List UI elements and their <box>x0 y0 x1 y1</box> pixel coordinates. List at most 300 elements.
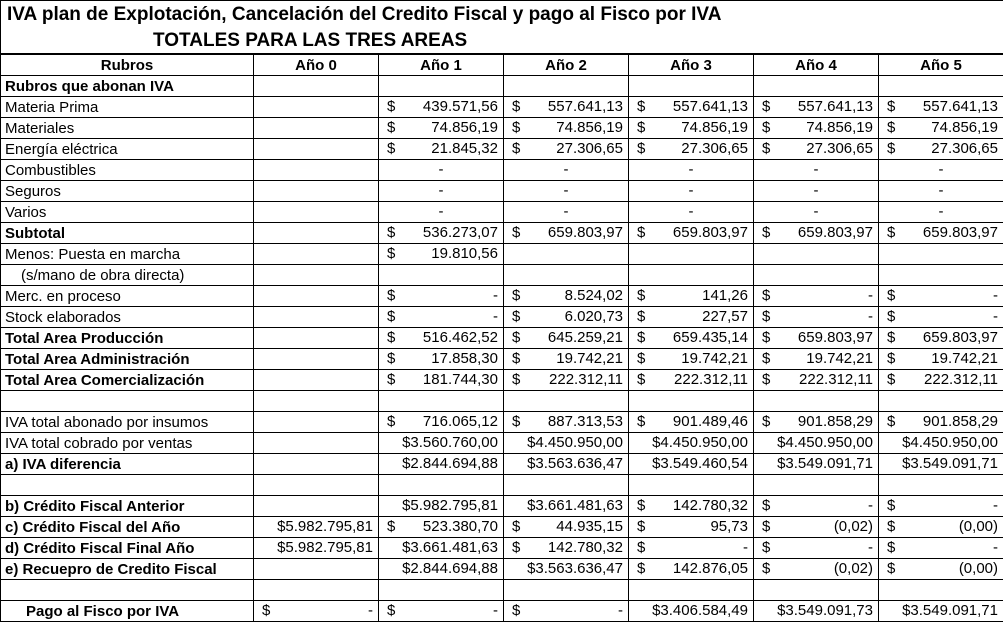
table-row <box>1 412 1003 433</box>
value-cell[interactable] <box>879 475 1003 496</box>
value-cell[interactable] <box>254 433 379 454</box>
value-cell[interactable] <box>254 349 379 370</box>
currency-symbol: $ <box>387 602 396 619</box>
currency-symbol: $ <box>387 287 396 304</box>
value-cell[interactable] <box>754 349 879 370</box>
value-cell[interactable] <box>754 160 879 181</box>
cell-value: - <box>993 308 998 325</box>
value-cell[interactable] <box>754 118 879 139</box>
cell-value: 181.744,30 <box>422 371 498 388</box>
cell-value: 8.524,02 <box>564 287 623 304</box>
value-cell[interactable] <box>504 349 629 370</box>
cell-value: 222.312,11 <box>674 371 748 388</box>
value-cell[interactable] <box>254 475 379 496</box>
value-cell[interactable] <box>879 118 1003 139</box>
currency-symbol: $ <box>512 371 521 388</box>
cell-value: $3.406.584,49 <box>652 602 748 619</box>
currency-symbol: $ <box>887 308 896 325</box>
value-cell[interactable] <box>879 601 1003 622</box>
value-cell[interactable] <box>754 97 879 118</box>
value-cell[interactable] <box>254 454 379 475</box>
table-row <box>1 76 1003 97</box>
value-cell[interactable] <box>879 223 1003 244</box>
cell-value: 74.856,19 <box>806 119 873 136</box>
value-cell[interactable] <box>629 307 754 328</box>
header-anio-4[interactable]: Año 4 <box>754 55 879 76</box>
currency-symbol: $ <box>637 560 646 577</box>
value-cell[interactable] <box>629 601 754 622</box>
value-cell[interactable] <box>754 265 879 286</box>
table-row <box>1 517 1003 538</box>
value-cell[interactable] <box>379 265 504 286</box>
cell-value: (0,00) <box>958 518 998 535</box>
value-cell[interactable] <box>754 370 879 391</box>
row-label[interactable]: Seguros <box>1 181 254 202</box>
value-cell[interactable] <box>879 370 1003 391</box>
value-cell[interactable] <box>379 496 504 517</box>
currency-symbol: $ <box>637 329 646 346</box>
value-cell[interactable] <box>379 328 504 349</box>
cell-value: $3.563.636,47 <box>527 455 623 472</box>
value-cell[interactable] <box>629 538 754 559</box>
currency-symbol: $ <box>637 98 646 115</box>
table-row <box>1 496 1003 517</box>
value-cell[interactable] <box>754 328 879 349</box>
value-cell[interactable] <box>379 475 504 496</box>
row-label[interactable]: Materiales <box>1 118 254 139</box>
value-cell[interactable] <box>504 412 629 433</box>
value-cell[interactable] <box>254 223 379 244</box>
cell-value: 142.876,05 <box>672 560 748 577</box>
currency-symbol: $ <box>512 224 521 241</box>
table-row <box>1 454 1003 475</box>
row-label[interactable] <box>1 475 254 496</box>
value-cell[interactable] <box>254 139 379 160</box>
value-cell[interactable] <box>754 181 879 202</box>
value-cell[interactable] <box>629 286 754 307</box>
value-cell[interactable] <box>629 328 754 349</box>
value-cell[interactable] <box>754 454 879 475</box>
value-cell[interactable] <box>254 97 379 118</box>
value-cell[interactable] <box>629 139 754 160</box>
cell-value: 659.803,97 <box>922 224 998 241</box>
currency-symbol: $ <box>762 329 771 346</box>
currency-symbol: $ <box>887 539 896 556</box>
value-cell[interactable] <box>254 118 379 139</box>
currency-symbol: $ <box>387 224 396 241</box>
cell-value: $4.450.950,00 <box>777 434 873 451</box>
value-cell[interactable] <box>254 244 379 265</box>
value-cell[interactable] <box>754 76 879 97</box>
currency-symbol: $ <box>262 602 271 619</box>
value-cell[interactable] <box>629 412 754 433</box>
cell-value: - <box>368 602 373 619</box>
value-cell[interactable] <box>504 454 629 475</box>
cell-value: $4.450.950,00 <box>652 434 748 451</box>
value-cell[interactable] <box>504 223 629 244</box>
value-cell[interactable] <box>879 580 1003 601</box>
value-cell[interactable] <box>504 559 629 580</box>
cell-value: - <box>438 161 444 178</box>
value-cell[interactable] <box>504 97 629 118</box>
value-cell[interactable] <box>754 223 879 244</box>
value-cell[interactable] <box>754 559 879 580</box>
value-cell[interactable] <box>379 349 504 370</box>
sheet-subtitle: TOTALES PARA LAS TRES AREAS <box>0 27 1003 54</box>
currency-symbol: $ <box>637 224 646 241</box>
row-label[interactable]: IVA total abonado por insumos <box>1 412 254 433</box>
cell-value: 659.803,97 <box>797 329 873 346</box>
currency-symbol: $ <box>637 308 646 325</box>
value-cell[interactable] <box>754 496 879 517</box>
value-cell[interactable] <box>754 244 879 265</box>
value-cell[interactable] <box>379 538 504 559</box>
table-row <box>1 391 1003 412</box>
cell-value: 659.435,14 <box>672 329 748 346</box>
value-cell[interactable] <box>379 139 504 160</box>
value-cell[interactable] <box>254 265 379 286</box>
cell-value: 19.742,21 <box>931 350 998 367</box>
cell-value: - <box>868 308 873 325</box>
row-label[interactable]: Total Area Producción <box>1 328 254 349</box>
cell-value: 17.858,30 <box>431 350 498 367</box>
cell-value: - <box>993 287 998 304</box>
value-cell[interactable] <box>379 391 504 412</box>
header-anio-3[interactable]: Año 3 <box>629 55 754 76</box>
row-label[interactable]: Menos: Puesta en marcha <box>1 244 254 265</box>
cell-value: 74.856,19 <box>931 119 998 136</box>
cell-value: 19.810,56 <box>431 245 498 262</box>
value-cell[interactable] <box>379 580 504 601</box>
currency-symbol: $ <box>387 329 396 346</box>
value-cell[interactable] <box>879 181 1003 202</box>
row-label[interactable]: Total Area Administración <box>1 349 254 370</box>
value-cell[interactable] <box>379 307 504 328</box>
row-label[interactable] <box>1 391 254 412</box>
currency-symbol: $ <box>512 539 521 556</box>
table-row <box>1 223 1003 244</box>
table-row <box>1 286 1003 307</box>
currency-symbol: $ <box>887 224 896 241</box>
value-cell[interactable] <box>754 412 879 433</box>
value-cell[interactable] <box>754 307 879 328</box>
row-label[interactable]: Varios <box>1 202 254 223</box>
value-cell[interactable] <box>254 601 379 622</box>
value-cell[interactable] <box>629 475 754 496</box>
cell-value: - <box>813 161 819 178</box>
row-label[interactable]: Total Area Comercialización <box>1 370 254 391</box>
header-anio-2[interactable]: Año 2 <box>504 55 629 76</box>
value-cell[interactable] <box>504 76 629 97</box>
cell-value: 716.065,12 <box>422 413 498 430</box>
cell-value: 222.312,11 <box>549 371 623 388</box>
cell-value: $4.450.950,00 <box>527 434 623 451</box>
cell-value: - <box>493 287 498 304</box>
table-row <box>1 307 1003 328</box>
value-cell[interactable] <box>379 160 504 181</box>
value-cell[interactable] <box>754 517 879 538</box>
value-cell[interactable] <box>879 454 1003 475</box>
cell-value: 659.803,97 <box>922 329 998 346</box>
value-cell[interactable] <box>504 265 629 286</box>
value-cell[interactable] <box>879 328 1003 349</box>
value-cell[interactable] <box>754 391 879 412</box>
value-cell[interactable] <box>754 202 879 223</box>
value-cell[interactable] <box>379 601 504 622</box>
value-cell[interactable] <box>379 181 504 202</box>
value-cell[interactable] <box>629 202 754 223</box>
value-cell[interactable] <box>504 433 629 454</box>
value-cell[interactable] <box>629 433 754 454</box>
value-cell[interactable] <box>879 160 1003 181</box>
cell-value: 142.780,32 <box>547 539 623 556</box>
cell-value: $2.844.694,88 <box>402 455 498 472</box>
value-cell[interactable] <box>629 370 754 391</box>
cell-value: 27.306,65 <box>556 140 623 157</box>
value-cell[interactable] <box>379 412 504 433</box>
value-cell[interactable] <box>254 517 379 538</box>
value-cell[interactable] <box>379 517 504 538</box>
row-label[interactable]: IVA total cobrado por ventas <box>1 433 254 454</box>
value-cell[interactable] <box>254 307 379 328</box>
cell-value: 27.306,65 <box>806 140 873 157</box>
row-label[interactable]: Energía eléctrica <box>1 139 254 160</box>
cell-value: 44.935,15 <box>556 518 623 535</box>
cell-value: 901.858,29 <box>922 413 998 430</box>
cell-value: 227,57 <box>702 308 748 325</box>
value-cell[interactable] <box>754 601 879 622</box>
cell-value: 74.856,19 <box>556 119 623 136</box>
currency-symbol: $ <box>887 371 896 388</box>
value-cell[interactable] <box>504 307 629 328</box>
value-cell[interactable] <box>754 538 879 559</box>
cell-value: 95,73 <box>710 518 748 535</box>
currency-symbol: $ <box>637 497 646 514</box>
value-cell[interactable] <box>879 307 1003 328</box>
value-cell[interactable] <box>629 349 754 370</box>
currency-symbol: $ <box>512 413 521 430</box>
value-cell[interactable] <box>379 370 504 391</box>
table-row <box>1 97 1003 118</box>
value-cell[interactable] <box>379 433 504 454</box>
cell-value: $3.549.091,71 <box>902 602 998 619</box>
cell-value: 557.641,13 <box>547 98 623 115</box>
value-cell[interactable] <box>629 454 754 475</box>
value-cell[interactable] <box>629 496 754 517</box>
row-label[interactable]: Rubros que abonan IVA <box>1 76 254 97</box>
row-label[interactable]: e) Recuepro de Credito Fiscal <box>1 559 254 580</box>
value-cell[interactable] <box>504 181 629 202</box>
cell-value: $2.844.694,88 <box>402 560 498 577</box>
header-anio-1[interactable]: Año 1 <box>379 55 504 76</box>
value-cell[interactable] <box>879 496 1003 517</box>
currency-symbol: $ <box>512 140 521 157</box>
value-cell[interactable] <box>254 412 379 433</box>
value-cell[interactable] <box>254 580 379 601</box>
value-cell[interactable] <box>379 118 504 139</box>
currency-symbol: $ <box>887 518 896 535</box>
currency-symbol: $ <box>887 350 896 367</box>
value-cell[interactable] <box>504 160 629 181</box>
value-cell[interactable] <box>504 139 629 160</box>
value-cell[interactable] <box>879 517 1003 538</box>
value-cell[interactable] <box>629 265 754 286</box>
currency-symbol: $ <box>512 518 521 535</box>
cell-value: - <box>563 203 569 220</box>
row-label[interactable]: a) IVA diferencia <box>1 454 254 475</box>
header-rubros[interactable]: Rubros <box>1 55 254 76</box>
value-cell[interactable] <box>504 580 629 601</box>
value-cell[interactable] <box>254 559 379 580</box>
value-cell[interactable] <box>504 202 629 223</box>
row-label[interactable]: Subtotal <box>1 223 254 244</box>
value-cell[interactable] <box>379 97 504 118</box>
currency-symbol: $ <box>387 308 396 325</box>
value-cell[interactable] <box>879 139 1003 160</box>
value-cell[interactable] <box>629 517 754 538</box>
value-cell[interactable] <box>504 517 629 538</box>
currency-symbol: $ <box>762 518 771 535</box>
currency-symbol: $ <box>887 287 896 304</box>
value-cell[interactable] <box>879 202 1003 223</box>
value-cell[interactable] <box>254 202 379 223</box>
cell-value: $3.549.460,54 <box>652 455 748 472</box>
value-cell[interactable] <box>504 328 629 349</box>
header-anio-0[interactable]: Año 0 <box>254 55 379 76</box>
row-label[interactable]: Merc. en proceso <box>1 286 254 307</box>
cell-value: 74.856,19 <box>431 119 498 136</box>
value-cell[interactable] <box>629 160 754 181</box>
currency-symbol: $ <box>637 413 646 430</box>
table-body <box>1 76 1003 622</box>
value-cell[interactable] <box>879 538 1003 559</box>
table-row <box>1 181 1003 202</box>
value-cell[interactable] <box>504 475 629 496</box>
table-row <box>1 244 1003 265</box>
value-cell[interactable] <box>254 181 379 202</box>
value-cell[interactable] <box>629 223 754 244</box>
value-cell[interactable] <box>379 454 504 475</box>
cell-value: 19.742,21 <box>556 350 623 367</box>
currency-symbol: $ <box>637 518 646 535</box>
cell-value: (0,02) <box>833 518 873 535</box>
value-cell[interactable] <box>504 538 629 559</box>
cell-value: 74.856,19 <box>681 119 748 136</box>
cell-value: (0,02) <box>833 560 873 577</box>
value-cell[interactable] <box>629 391 754 412</box>
value-cell[interactable] <box>379 76 504 97</box>
value-cell[interactable] <box>379 286 504 307</box>
value-cell[interactable] <box>879 412 1003 433</box>
value-cell[interactable] <box>629 559 754 580</box>
cell-value: - <box>743 539 748 556</box>
value-cell[interactable] <box>879 76 1003 97</box>
value-cell[interactable] <box>629 97 754 118</box>
table-row <box>1 160 1003 181</box>
value-cell[interactable] <box>504 391 629 412</box>
value-cell[interactable] <box>879 244 1003 265</box>
value-cell[interactable] <box>879 97 1003 118</box>
cell-value: 557.641,13 <box>922 98 998 115</box>
cell-value: - <box>688 161 694 178</box>
value-cell[interactable] <box>254 391 379 412</box>
row-label[interactable]: Materia Prima <box>1 97 254 118</box>
value-cell[interactable] <box>879 265 1003 286</box>
header-anio-5[interactable]: Año 5 <box>879 55 1003 76</box>
cell-value: 557.641,13 <box>797 98 873 115</box>
currency-symbol: $ <box>762 140 771 157</box>
value-cell[interactable] <box>754 139 879 160</box>
table-row <box>1 328 1003 349</box>
currency-symbol: $ <box>512 98 521 115</box>
cell-value: - <box>493 602 498 619</box>
value-cell[interactable] <box>504 496 629 517</box>
row-label[interactable]: Pago al Fisco por IVA <box>1 601 254 622</box>
value-cell[interactable] <box>504 244 629 265</box>
value-cell[interactable] <box>504 118 629 139</box>
cell-value: $5.982.795,81 <box>277 518 373 535</box>
cell-value: $3.563.636,47 <box>527 560 623 577</box>
value-cell[interactable] <box>879 559 1003 580</box>
row-label[interactable]: (s/mano de obra directa) <box>1 265 254 286</box>
cell-value: - <box>813 182 819 199</box>
row-label[interactable] <box>1 580 254 601</box>
row-label[interactable]: Combustibles <box>1 160 254 181</box>
value-cell[interactable] <box>879 286 1003 307</box>
value-cell[interactable] <box>379 223 504 244</box>
cell-value: $3.549.091,71 <box>902 455 998 472</box>
value-cell[interactable] <box>629 244 754 265</box>
value-cell[interactable] <box>254 538 379 559</box>
cell-value: 27.306,65 <box>931 140 998 157</box>
value-cell[interactable] <box>254 496 379 517</box>
value-cell[interactable] <box>254 370 379 391</box>
table-row <box>1 139 1003 160</box>
value-cell[interactable] <box>254 328 379 349</box>
value-cell[interactable] <box>379 244 504 265</box>
value-cell[interactable] <box>504 601 629 622</box>
cell-value: 222.312,11 <box>924 371 998 388</box>
value-cell[interactable] <box>754 286 879 307</box>
currency-symbol: $ <box>637 119 646 136</box>
value-cell[interactable] <box>254 76 379 97</box>
value-cell[interactable] <box>754 580 879 601</box>
row-label[interactable]: Stock elaborados <box>1 307 254 328</box>
row-label[interactable]: d) Crédito Fiscal Final Año <box>1 538 254 559</box>
value-cell[interactable] <box>254 286 379 307</box>
cell-value: 141,26 <box>702 287 748 304</box>
value-cell[interactable] <box>379 559 504 580</box>
currency-symbol: $ <box>387 140 396 157</box>
value-cell[interactable] <box>629 118 754 139</box>
currency-symbol: $ <box>637 371 646 388</box>
row-label[interactable]: b) Crédito Fiscal Anterior <box>1 496 254 517</box>
value-cell[interactable] <box>504 370 629 391</box>
currency-symbol: $ <box>762 560 771 577</box>
value-cell[interactable] <box>879 433 1003 454</box>
value-cell[interactable] <box>629 76 754 97</box>
value-cell[interactable] <box>504 286 629 307</box>
value-cell[interactable] <box>379 202 504 223</box>
value-cell[interactable] <box>879 349 1003 370</box>
value-cell[interactable] <box>629 580 754 601</box>
row-label[interactable]: c) Crédito Fiscal del Año <box>1 517 254 538</box>
value-cell[interactable] <box>629 181 754 202</box>
value-cell[interactable] <box>879 391 1003 412</box>
value-cell[interactable] <box>754 433 879 454</box>
value-cell[interactable] <box>254 160 379 181</box>
value-cell[interactable] <box>754 475 879 496</box>
